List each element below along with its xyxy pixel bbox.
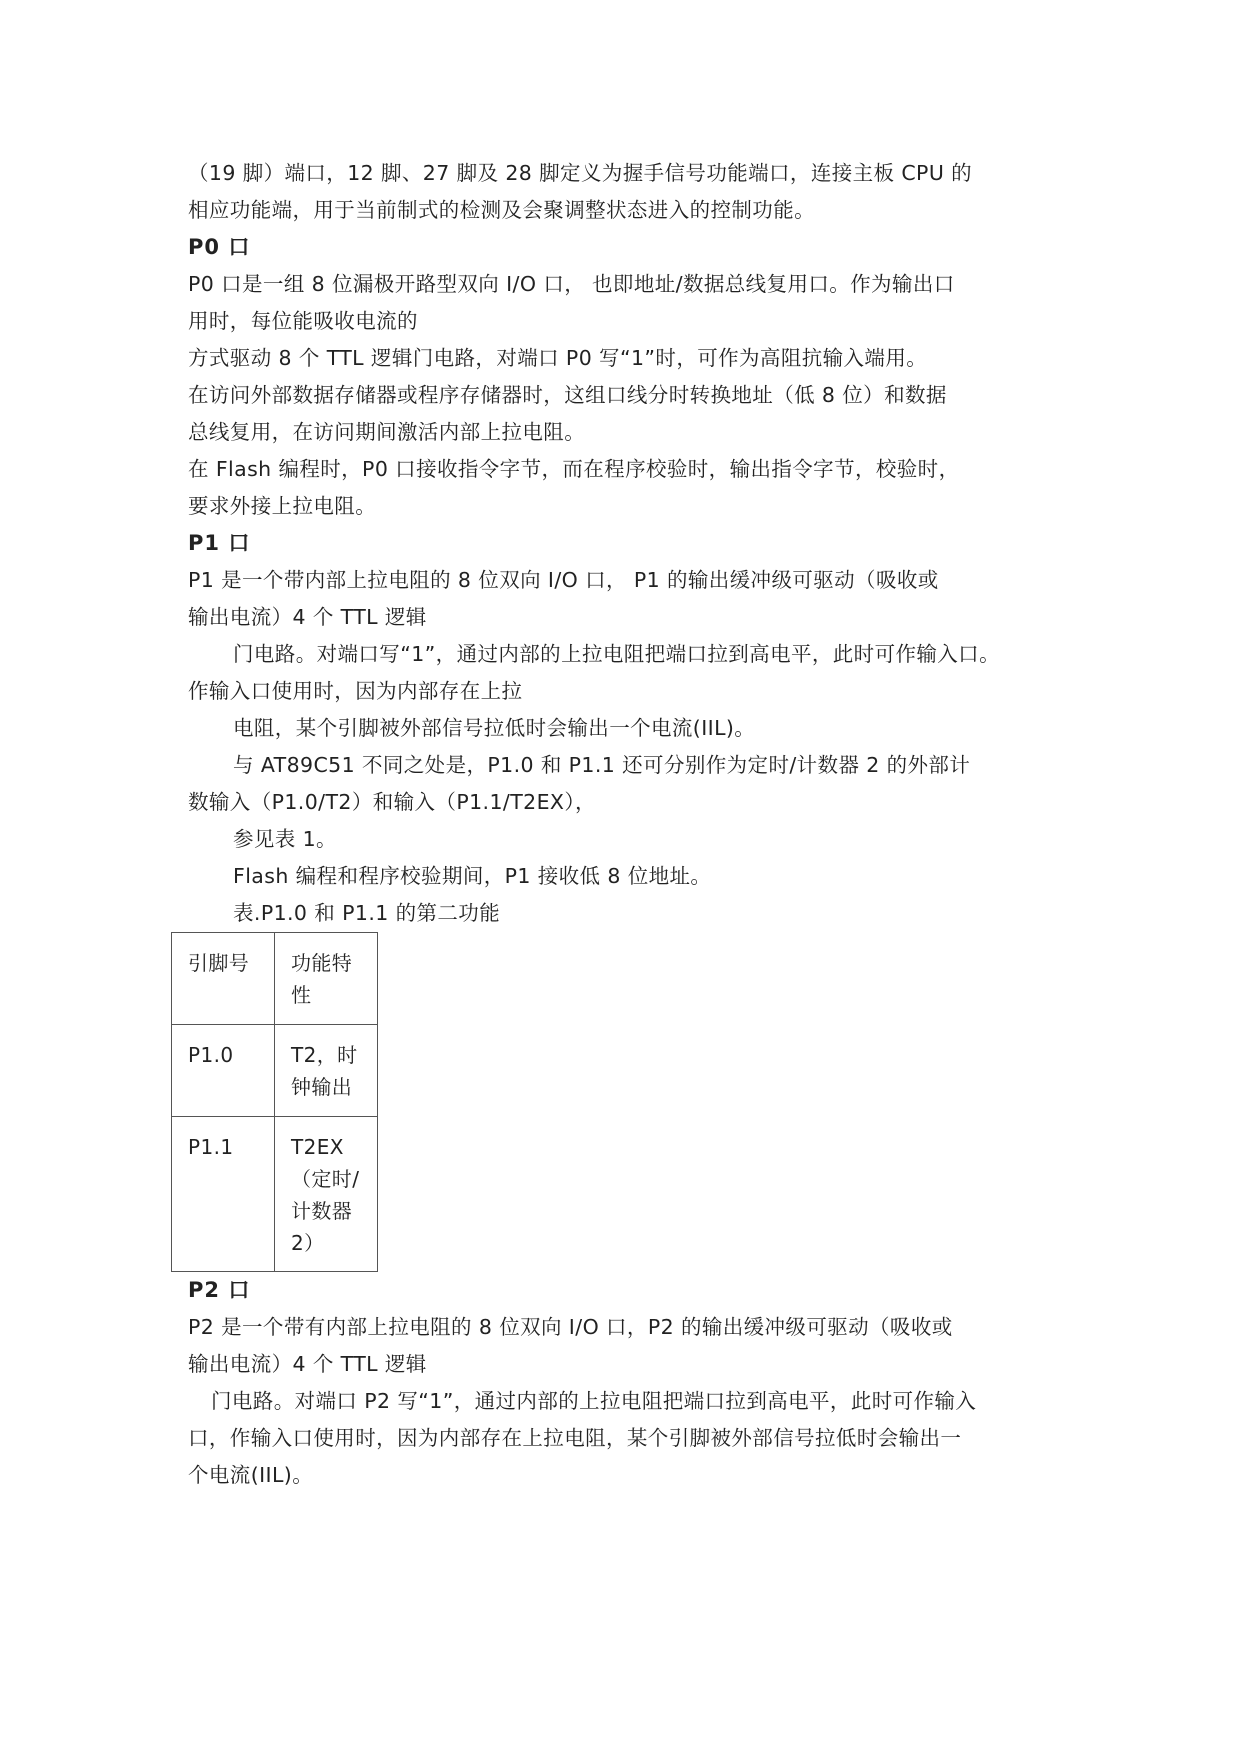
func-value: （定时/ bbox=[291, 1167, 360, 1191]
p2-line: 个电流(IIL)。 bbox=[188, 1463, 314, 1487]
p2-line: P2 是一个带有内部上拉电阻的 8 位双向 I/O 口，P2 的输出缓冲级可驱动（吸收或 bbox=[188, 1315, 953, 1339]
table-header-cell bbox=[172, 933, 275, 1025]
func-value: 钟输出 bbox=[291, 1075, 353, 1099]
table-row bbox=[172, 1117, 378, 1272]
p0-line: 用时，每位能吸收电流的 bbox=[188, 309, 418, 333]
p1-line: 门电路。对端口写“1”，通过内部的上拉电阻把端口拉到高电平，此时可作输入口。 bbox=[233, 642, 1000, 666]
p2-line: 门电路。对端口 P2 写“1”，通过内部的上拉电阻把端口拉到高电平，此时可作输入 bbox=[211, 1389, 977, 1413]
p1-line: 数输入（P1.0/T2）和输入（P1.1/T2EX）， bbox=[188, 790, 596, 814]
intro-line: 相应功能端，用于当前制式的检测及会聚调整状态进入的控制功能。 bbox=[188, 198, 815, 222]
header-func-label: 性 bbox=[291, 983, 312, 1007]
p1-line: 输出电流）4 个 TTL 逻辑 bbox=[188, 605, 427, 629]
func-value: 计数器 bbox=[291, 1199, 353, 1223]
table-cell-pin bbox=[172, 1117, 275, 1272]
table-row bbox=[172, 1025, 378, 1117]
document-page bbox=[188, 155, 1068, 1494]
table-cell-pin bbox=[172, 1025, 275, 1117]
p1-line: 电阻，某个引脚被外部信号拉低时会输出一个电流(IIL)。 bbox=[233, 716, 756, 740]
func-value: T2EX bbox=[291, 1135, 344, 1159]
pin-value: P1.0 bbox=[188, 1043, 234, 1067]
p0-line: 总线复用，在访问期间激活内部上拉电阻。 bbox=[188, 420, 586, 444]
p1-line: 与 AT89C51 不同之处是，P1.0 和 P1.1 还可分别作为定时/计数器 2 的外部计 bbox=[233, 753, 971, 777]
section-heading-p2: P2 口 bbox=[188, 1278, 251, 1302]
p1-line: P1 是一个带内部上拉电阻的 8 位双向 I/O 口， P1 的输出缓冲级可驱动（吸收或 bbox=[188, 568, 939, 592]
p0-line: 在访问外部数据存储器或程序存储器时，这组口线分时转换地址（低 8 位）和数据 bbox=[188, 383, 947, 407]
table-header-cell bbox=[275, 933, 378, 1025]
p1-line: 参见表 1。 bbox=[233, 827, 337, 851]
p2-line: 口，作输入口使用时，因为内部存在上拉电阻，某个引脚被外部信号拉低时会输出一 bbox=[188, 1426, 962, 1450]
pin-value: P1.1 bbox=[188, 1135, 234, 1159]
p1-line: Flash 编程和程序校验期间，P1 接收低 8 位地址。 bbox=[233, 864, 712, 888]
p0-line: 方式驱动 8 个 TTL 逻辑门电路，对端口 P0 写“1”时，可作为高阻抗输入端用。 bbox=[188, 346, 928, 370]
section-heading-p1: P1 口 bbox=[188, 531, 251, 555]
func-value: 2） bbox=[291, 1231, 325, 1255]
table-cell-func bbox=[275, 1025, 378, 1117]
header-pin-label: 引脚号 bbox=[188, 951, 250, 975]
p2-line: 输出电流）4 个 TTL 逻辑 bbox=[188, 1352, 427, 1376]
intro-line: （19 脚）端口，12 脚、27 脚及 28 脚定义为握手信号功能端口，连接主板 CPU 的 bbox=[188, 161, 973, 185]
p0-line: P0 口是一组 8 位漏极开路型双向 I/O 口， 也即地址/数据总线复用口。作为输出口 bbox=[188, 272, 955, 296]
p1-second-function-table bbox=[171, 932, 378, 1272]
p0-line: 在 Flash 编程时，P0 口接收指令字节，而在程序校验时，输出指令字节，校验时， bbox=[188, 457, 960, 481]
p0-line: 要求外接上拉电阻。 bbox=[188, 494, 377, 518]
p1-line: 作输入口使用时，因为内部存在上拉 bbox=[188, 679, 523, 703]
section-heading-p0: P0 口 bbox=[188, 235, 251, 259]
table-cell-func bbox=[275, 1117, 378, 1272]
func-value: T2，时 bbox=[291, 1043, 358, 1067]
table-header-row bbox=[172, 933, 378, 1025]
table-caption: 表.P1.0 和 P1.1 的第二功能 bbox=[233, 901, 501, 925]
header-func-label: 功能特 bbox=[291, 951, 353, 975]
